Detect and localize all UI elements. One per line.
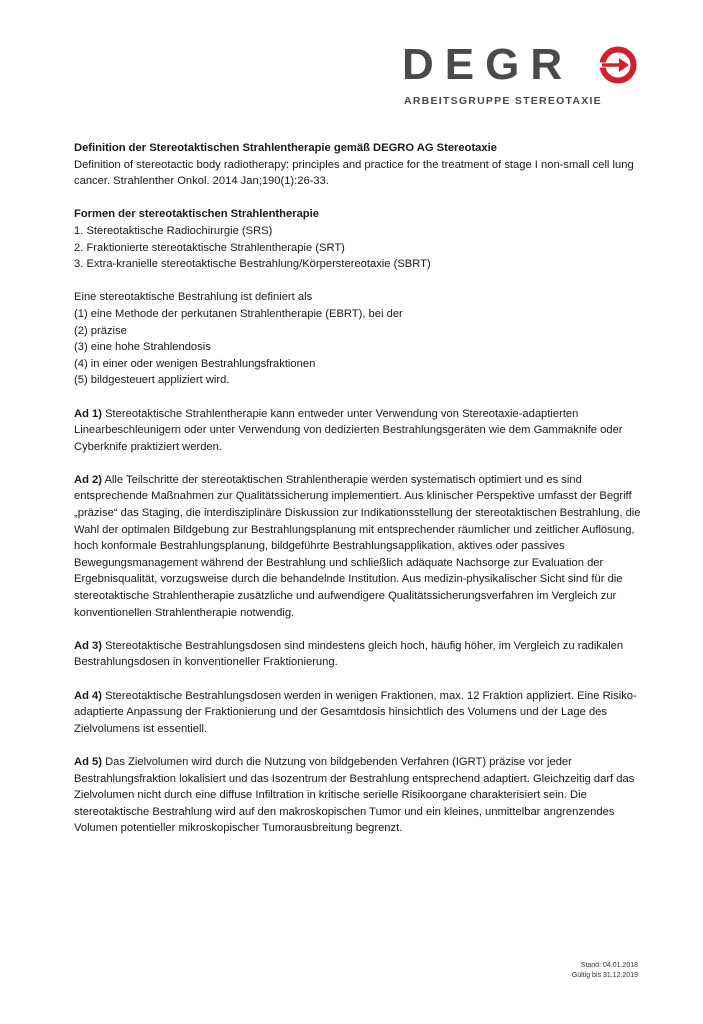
footer-valid-until: Gültig bis 31.12.2019 [571,971,638,979]
ad-4-paragraph [74,688,644,738]
footer-stand-date: Stand: 04.01.2018 [580,962,638,969]
ad-label: Ad 3) [74,639,102,652]
forms-item: 3. Extra-kranielle stereotaktische Bestrahlung/Körperstereotaxie (SBRT) [74,258,431,271]
reference-citation: Definition of stereotactic body radiotherapy: principles and practice for the treatment of stage I non-small cell lung cancer. Strahlenther Onkol. 2014 Jan;190(1):26-33. [74,158,634,188]
ad-label: Ad 5) [74,755,102,768]
degro-logo [402,42,642,112]
footer-validity [572,961,638,980]
definition-item: (5) bildgesteuert appliziert wird. [74,374,230,387]
definition-intro: Eine stereotaktische Bestrahlung ist definiert als [74,291,313,304]
ad-label: Ad 4) [74,689,102,702]
logo-o-arrow-icon [598,45,638,85]
definition-item: (3) eine hohe Strahlendosis [74,341,211,354]
ad-label: Ad 2) [74,473,102,486]
ad-text: Das Zielvolumen wird durch die Nutzung von bildgebenden Verfahren (IGRT) präzise vor jeder Bestrahlungsfraktion lokalisiert und das Isozentrum der Bestrahlung entsprechend adaptiert. Gleichzeitig darf das Zielvolumen nicht durch eine diffuse Infiltration in kritische serielle Risikoorgane charakterisiert sein. Die stereotaktische Bestrahlung wird auf den makroskopischen Tumor und ein kleines, unmittelbar angrenzendes Volumen potentieller mikroskopischer Tumorausbreitung begrenzt. [74,755,635,835]
document-title: Definition der Stereotaktischen Strahlentherapie gemäß DEGRO AG Stereotaxie [74,142,497,154]
logo-wordmark [402,42,573,88]
ad-text: Alle Teilschritte der stereotaktischen Strahlentherapie werden systematisch optimiert und es sind entsprechende Maßnahmen zur Qualitätssicherung implementiert. Aus klinischer Perspektive umfasst der Begriff „präzise“ das Staging, die interdisziplinäre Diskussion zur Indikationsstellung der stereotaktischen Bestrahlung, die Wahl der optimalen Bildgebung zur Bestrahlungsplanung mit entsprechender räumlicher und zeitlicher Auflösung, hoch konformale Bestrahlungsplanung, bildgeführte Bestrahlungsapplikation, aktives oder passives Bewegungsmanagement während der Bestrahlung und schließlich adäquate Nachsorge zur Evaluation der Ergebnisqualität, vorzugsweise durch die behandelnde Institution. Aus medizin-physikalischer Sicht sind für die stereotaktische Strahlentherapie zusätzliche und aufwendigere Qualitätssicherungsverfahren im Vergleich zur konventionellen Strahlentherapie notwendig. [74,473,641,619]
definition-item: (2) präzise [74,324,127,337]
ad-3-paragraph [74,638,644,671]
definition-item: (4) in einer oder wenigen Bestrahlungsfraktionen [74,357,316,370]
document-body [74,140,644,837]
forms-item: 1. Stereotaktische Radiochirurgie (SRS) [74,224,273,237]
forms-item: 2. Fraktionierte stereotaktische Strahlentherapie (SRT) [74,241,345,254]
ad-text: Stereotaktische Bestrahlungsdosen sind mindestens gleich hoch, häufig höher, im Vergleich zu radikalen Bestrahlungsdosen in konventioneller Fraktionierung. [74,639,624,669]
logo-wordmark-degr: DEGR [402,40,574,89]
ad-text: Stereotaktische Bestrahlungsdosen werden in wenigen Fraktionen, max. 12 Fraktion appliziert. Eine Risiko-adaptierte Anpassung der Fraktionierung und der Gesamtdosis hinsichtlich des Volumens und der Lage des Zielvolumens ist essentiell. [74,689,637,735]
ad-2-paragraph [74,472,644,621]
forms-heading: Formen der stereotaktischen Strahlentherapie [74,208,319,221]
logo-subtitle: ARBEITSGRUPPE STEREOTAXIE [404,95,602,107]
ad-text: Stereotaktische Strahlentherapie kann entweder unter Verwendung von Stereotaxie-adaptierten Linearbeschleunigern oder unter Verwendung von dedizierten Bestrahlungsgeräten wie dem Gammaknife oder Cyberknife praktiziert werden. [74,407,623,453]
definition-item: (1) eine Methode der perkutanen Strahlentherapie (EBRT), bei der [74,307,403,320]
ad-1-paragraph [74,406,644,456]
ad-label: Ad 1) [74,407,102,420]
ad-5-paragraph [74,754,644,837]
